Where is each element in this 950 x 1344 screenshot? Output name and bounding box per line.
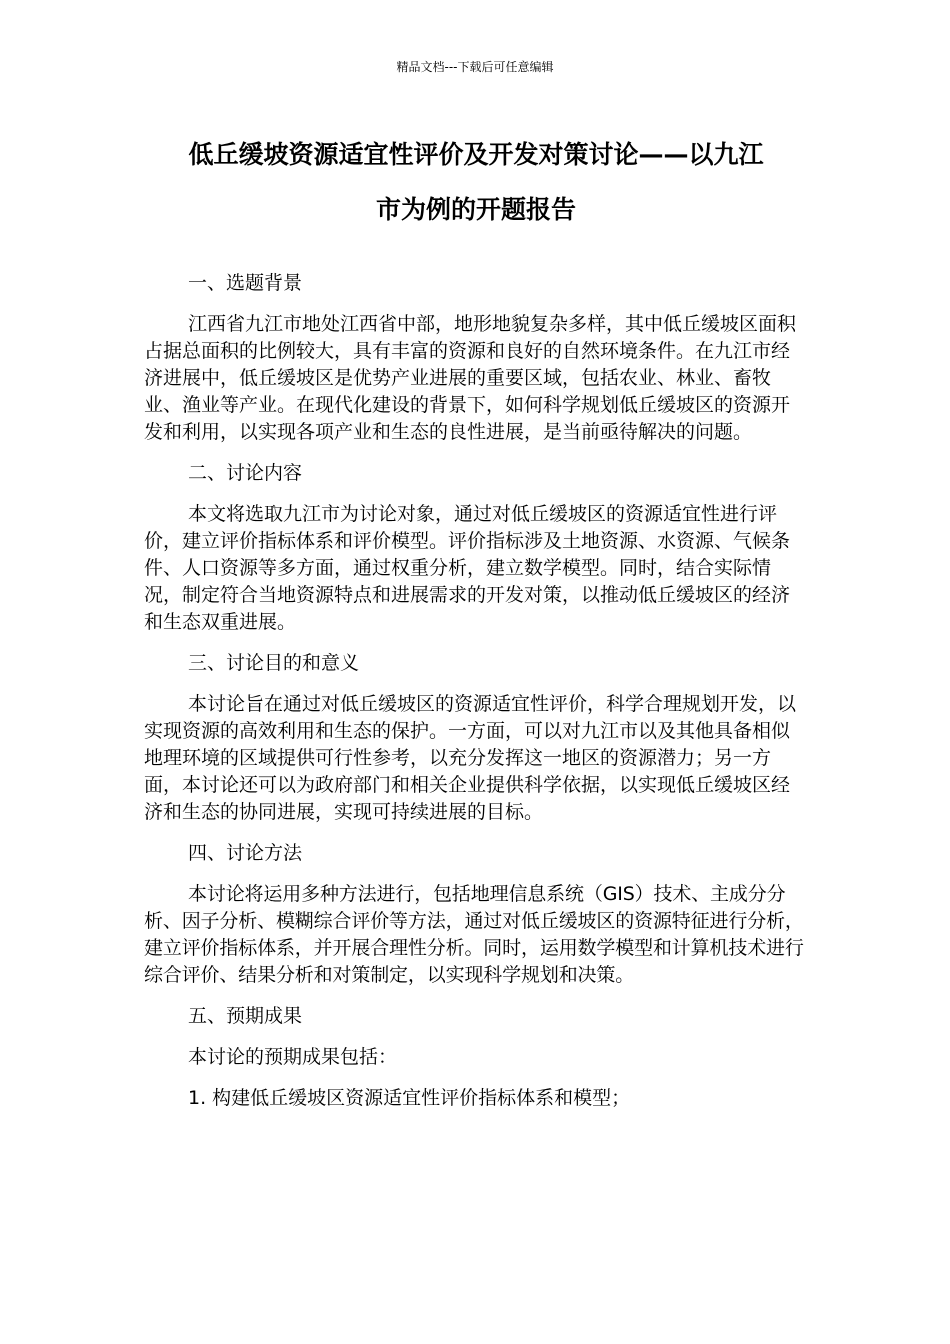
section-paragraph-purpose: 本讨论旨在通过对低丘缓坡区的资源适宜性评价，科学合理规划开发，以实现资源的高效利用和生态的保护。一方面，可以对九江市以及其他具备相似地理环境的区域提供可行性参考，以充分发挥这一地区的资源潜力；另一方面，本讨论还可以为政府部门和相关企业提供科学依据，以实现低丘缓坡区经济和生态的协同进展，实现可持续进展的目标。 [144,693,797,823]
section-paragraph-background: 江西省九江市地处江西省中部，地形地貌复杂多样，其中低丘缓坡区面积占据总面积的比例较大，具有丰富的资源和良好的自然环境条件。在九江市经济进展中，低丘缓坡区是优势产业进展的重要区域，包括农业、林业、畜牧业、渔业等产业。在现代化建设的背景下，如何科学规划低丘缓坡区的资源开发和利用，以实现各项产业和生态的良性进展，是当前亟待解决的问题。 [144,313,797,443]
section-heading-method: 四、讨论方法 [188,842,303,864]
document-body [144,270,808,1126]
section-heading-background: 一、选题背景 [188,272,303,294]
section-paragraph-method: 本讨论将运用多种方法进行，包括地理信息系统（GIS）技术、主成分分析、因子分析、模糊综合评价等方法，通过对低丘缓坡区的资源特征进行分析，建立评价指标体系，并开展合理性分析。同时，运用数学模型和计算机技术进行综合评价、结果分析和对策制定，以实现科学规划和决策。 [144,883,804,986]
title-line-2: 市为例的开题报告 [375,195,576,224]
section-paragraph-content: 本文将选取九江市为讨论对象，通过对低丘缓坡区的资源适宜性进行评价，建立评价指标体系和评价模型。评价指标涉及土地资源、水资源、气候条件、人口资源等多方面，通过权重分析，建立数学模型。同时，结合实际情况，制定符合当地资源特点和进展需求的开发对策，以推动低丘缓坡区的经济和生态双重进展。 [144,503,791,633]
section-heading-content: 二、讨论内容 [188,462,303,484]
section-heading-outcomes: 五、预期成果 [188,1005,303,1027]
document-title [144,136,808,228]
title-line-1: 低丘缓坡资源适宜性评价及开发对策讨论——以九江 [188,140,764,169]
header-note: 精品文档---下载后可任意编辑 [396,60,554,74]
section-heading-purpose: 三、讨论目的和意义 [188,652,360,674]
outcomes-intro: 本讨论的预期成果包括： [188,1046,398,1068]
outcome-list-item: 1. 构建低丘缓坡区资源适宜性评价指标体系和模型； [188,1087,631,1109]
